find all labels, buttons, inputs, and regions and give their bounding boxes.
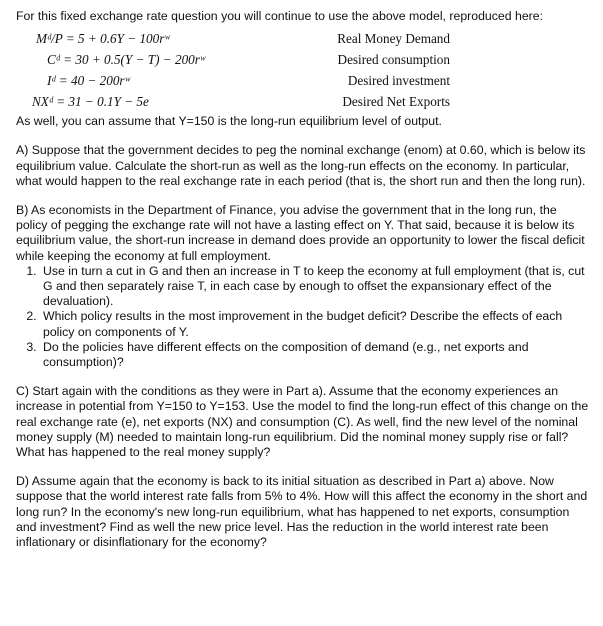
equation-label: Real Money Demand (337, 31, 450, 47)
part-a: A) Suppose that the government decides to peg the nominal exchange (enom) at 0.60, which is below its equilibrium value. Calculate the short-run as well as the long-run effects on the economy. In particular, what would happen to the real exchange rate in each period (that is, the short run and then the long run). (16, 143, 586, 188)
equation-row (16, 91, 589, 112)
equation-label: Desired consumption (337, 52, 450, 68)
equation: Cᵈ = 30 + 0.5(Y − T) − 200rʷ (47, 52, 206, 68)
part-d: D) Assume again that the economy is back to its initial situation as described in Part a) above. Now suppose that the world interest rate falls from 5% to 4%. How will this affect the economy in the short and long run? In the economy's new long-run equilibrium, what has happened to net exports, consumption and investment? Find as well the new price level. Has the reduction in the world interest rate been inflationary or disinflationary for the economy? (16, 474, 588, 550)
part-c: C) Start again with the conditions as they were in Part a). Assume that the economy experiences an increase in potential from Y=150 to Y=153. Use the model to find the long-run effect of this change on the real exchange rate (e), net exports (NX) and consumption (C). As well, find the new level of the nominal money supply (M) needed to maintain long-run equilibrium. Did the nominal money supply rise or fall? What has happened to the real money supply? (16, 384, 589, 460)
equation: Mᵈ/P = 5 + 0.6Y − 100rʷ (36, 31, 170, 47)
list-item: 3. Do the policies have different effects on the composition of demand (e.g., net exports and consumption)? (40, 340, 589, 370)
assumption-text: As well, you can assume that Y=150 is the long-run equilibrium level of output. (16, 114, 442, 129)
equation-row (16, 28, 589, 49)
part-b-list (16, 264, 589, 370)
equation-label: Desired Net Exports (342, 94, 450, 110)
list-item: 1. Use in turn a cut in G and then an increase in T to keep the economy at full employment (that is, cut G and then separately raise T, in each case by enough to offset the expansionary effect of the devaluation). (40, 264, 589, 310)
equation: NXᵈ = 31 − 0.1Y − 5e (32, 94, 149, 110)
list-item: 2. Which policy results in the most improvement in the budget deficit? Describe the effects of each policy on components of Y. (40, 309, 589, 339)
part-b-intro: B) As economists in the Department of Finance, you advise the government that in the long run, the policy of pegging the exchange rate will not have a lasting effect on Y. That said, because it is below its equilibrium value, the short-run increase in demand does provide an opportunity to lower the fiscal deficit while keeping the economy at full employment. (16, 203, 585, 263)
equation-row (16, 70, 589, 91)
intro-text: For this fixed exchange rate question you will continue to use the above model, reproduced here: (16, 9, 544, 23)
equation-row (16, 49, 589, 70)
equation-block (16, 28, 589, 112)
equation: Iᵈ = 40 − 200rʷ (47, 73, 130, 89)
equation-label: Desired investment (347, 73, 450, 89)
